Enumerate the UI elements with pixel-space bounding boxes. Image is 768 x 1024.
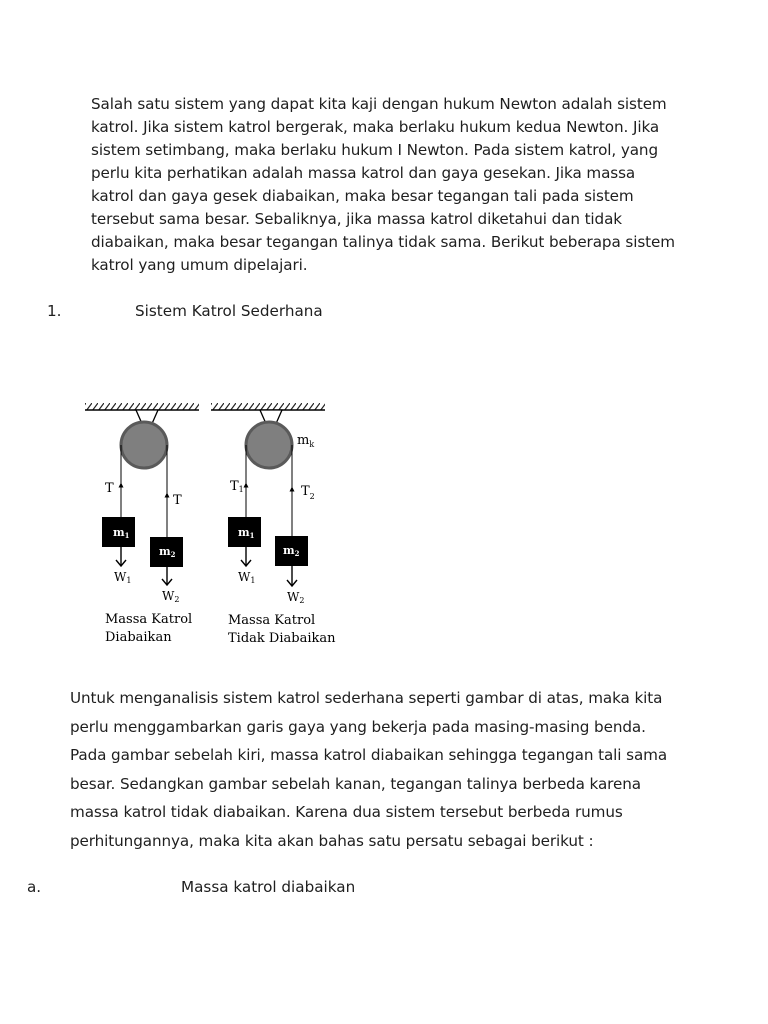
intro-line: katrol. Jika sistem katrol bergerak, maka berlaku hukum kedua Newton. Jika bbox=[91, 118, 660, 136]
subsection-a-title: Massa katrol diabaikan bbox=[181, 878, 356, 896]
section-1-number: 1. bbox=[47, 302, 62, 320]
caption-right-line1: Massa Katrol bbox=[228, 613, 316, 628]
mass-2-label: m2 bbox=[283, 544, 300, 558]
mass-1-label: m1 bbox=[238, 526, 255, 540]
explanation-line: perlu menggambarkan garis gaya yang bekerja pada masing-masing benda. bbox=[70, 717, 646, 736]
subsection-a-label: a. bbox=[27, 878, 42, 896]
pulley-mass-label: $m_k$ bbox=[297, 433, 315, 449]
tension-label-left: T bbox=[105, 481, 114, 496]
intro-line: tersebut sama besar. Sebaliknya, jika massa katrol diketahui dan tidak bbox=[91, 210, 622, 228]
intro-line: perlu kita perhatikan adalah massa katrol dan gaya gesekan. Jika massa bbox=[91, 164, 636, 182]
weight-2-label: W2 bbox=[162, 589, 180, 604]
explanation-line: perhitungannya, maka kita akan bahas satu persatu sebagai berikut : bbox=[70, 831, 594, 850]
intro-line: Salah satu sistem yang dapat kita kaji dengan hukum Newton adalah sistem bbox=[91, 95, 667, 113]
tension-label-right: T bbox=[173, 493, 182, 508]
mass-1-label: m1 bbox=[113, 526, 130, 540]
tension-label-right: $T_2$ bbox=[301, 484, 315, 501]
intro-line: diabaikan, maka besar tegangan talinya tidak sama. Berikut beberapa sistem bbox=[91, 233, 675, 251]
explanation-line: besar. Sedangkan gambar sebelah kanan, tegangan talinya berbeda karena bbox=[70, 774, 641, 793]
intro-paragraph bbox=[91, 93, 691, 277]
caption-left-line2: Diabaikan bbox=[105, 630, 172, 645]
explanation-paragraph bbox=[70, 684, 710, 855]
intro-line: sistem setimbang, maka berlaku hukum I Newton. Pada sistem katrol, yang bbox=[91, 141, 658, 159]
left-pulley-system bbox=[85, 403, 199, 645]
pulley-wheel bbox=[121, 422, 167, 468]
intro-line: katrol dan gaya gesek diabaikan, maka besar tegangan tali pada sistem bbox=[91, 187, 634, 205]
ceiling-hatch bbox=[85, 403, 199, 410]
ceiling-hatch bbox=[211, 403, 325, 410]
intro-line: katrol yang umum dipelajari. bbox=[91, 256, 308, 274]
caption-right-line2: Tidak Diabaikan bbox=[228, 631, 336, 646]
explanation-line: massa katrol tidak diabaikan. Karena dua sistem tersebut berbeda rumus bbox=[70, 803, 623, 821]
pulley-system-figure bbox=[80, 395, 340, 660]
weight-1-label: W1 bbox=[238, 570, 256, 585]
explanation-line: Untuk menganalisis sistem katrol sederhana seperti gambar di atas, maka kita bbox=[70, 689, 663, 707]
weight-1-label: W1 bbox=[114, 570, 132, 585]
caption-left-line1: Massa Katrol bbox=[105, 612, 193, 627]
pulley-wheel bbox=[246, 422, 292, 468]
right-pulley-system bbox=[211, 403, 336, 646]
section-1-title: Sistem Katrol Sederhana bbox=[135, 302, 323, 320]
weight-2-label: W2 bbox=[287, 590, 305, 605]
mass-2-label: m2 bbox=[159, 545, 176, 559]
tension-label-left: T1 bbox=[230, 479, 244, 494]
explanation-line: Pada gambar sebelah kiri, massa katrol diabaikan sehingga tegangan tali sama bbox=[70, 746, 668, 764]
